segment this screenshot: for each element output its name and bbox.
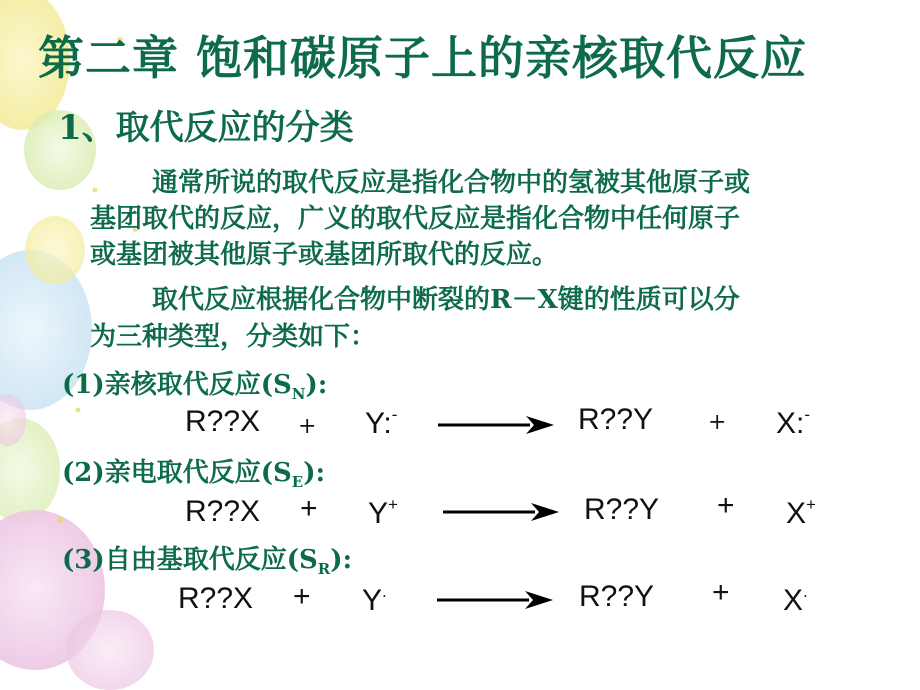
plus-sign: + bbox=[712, 576, 730, 609]
reaction-label-electrophilic: (2)亲电取代反应$(S_E)$: bbox=[62, 458, 326, 491]
leaving-group: X+ bbox=[786, 495, 816, 530]
product: R??Y bbox=[578, 403, 654, 436]
paragraph-line-2: 基团取代的反应，广义的取代反应是指化合物中任何原子 bbox=[90, 204, 741, 234]
reactant: R??X bbox=[185, 405, 261, 438]
reagent: Y:- bbox=[365, 405, 398, 440]
product: R??Y bbox=[579, 580, 655, 613]
reaction-arrow-icon bbox=[437, 588, 555, 612]
slide-title: 第二章 饱和碳原子上的亲核取代反应 bbox=[38, 31, 808, 85]
reaction-label-radical: (3)自由基取代反应$(S_R)$: bbox=[62, 545, 353, 578]
section-heading: 1、取代反应的分类 bbox=[58, 108, 354, 148]
reagent: Y. bbox=[362, 582, 387, 617]
paragraph-line-4: 取代反应根据化合物中断裂的R－X键的性质可以分 bbox=[152, 285, 740, 315]
plus-sign: + bbox=[298, 414, 317, 439]
paragraph-line-1: 通常所说的取代反应是指化合物中的氢被其他原子或 bbox=[152, 168, 751, 198]
plus-sign: + bbox=[293, 580, 311, 613]
leaving-group: X:- bbox=[776, 405, 811, 440]
paragraph-line-5: 为三种类型，分类如下： bbox=[90, 322, 377, 352]
plus-sign: + bbox=[717, 489, 735, 522]
reactant: R??X bbox=[178, 582, 254, 615]
product: R??Y bbox=[584, 493, 660, 526]
plus-sign: + bbox=[300, 492, 318, 525]
reaction-arrow-icon bbox=[443, 500, 561, 524]
leaving-group: X. bbox=[783, 582, 808, 617]
plus-sign: + bbox=[708, 410, 727, 435]
reaction-label-nucleophilic: (1)亲核取代反应$(S_N)$: bbox=[62, 370, 328, 403]
reaction-arrow-icon bbox=[438, 413, 556, 437]
reactant: R??X bbox=[185, 495, 261, 528]
reagent: Y+ bbox=[368, 495, 398, 530]
paragraph-line-3: 或基团被其他原子或基团所取代的反应。 bbox=[90, 240, 559, 270]
